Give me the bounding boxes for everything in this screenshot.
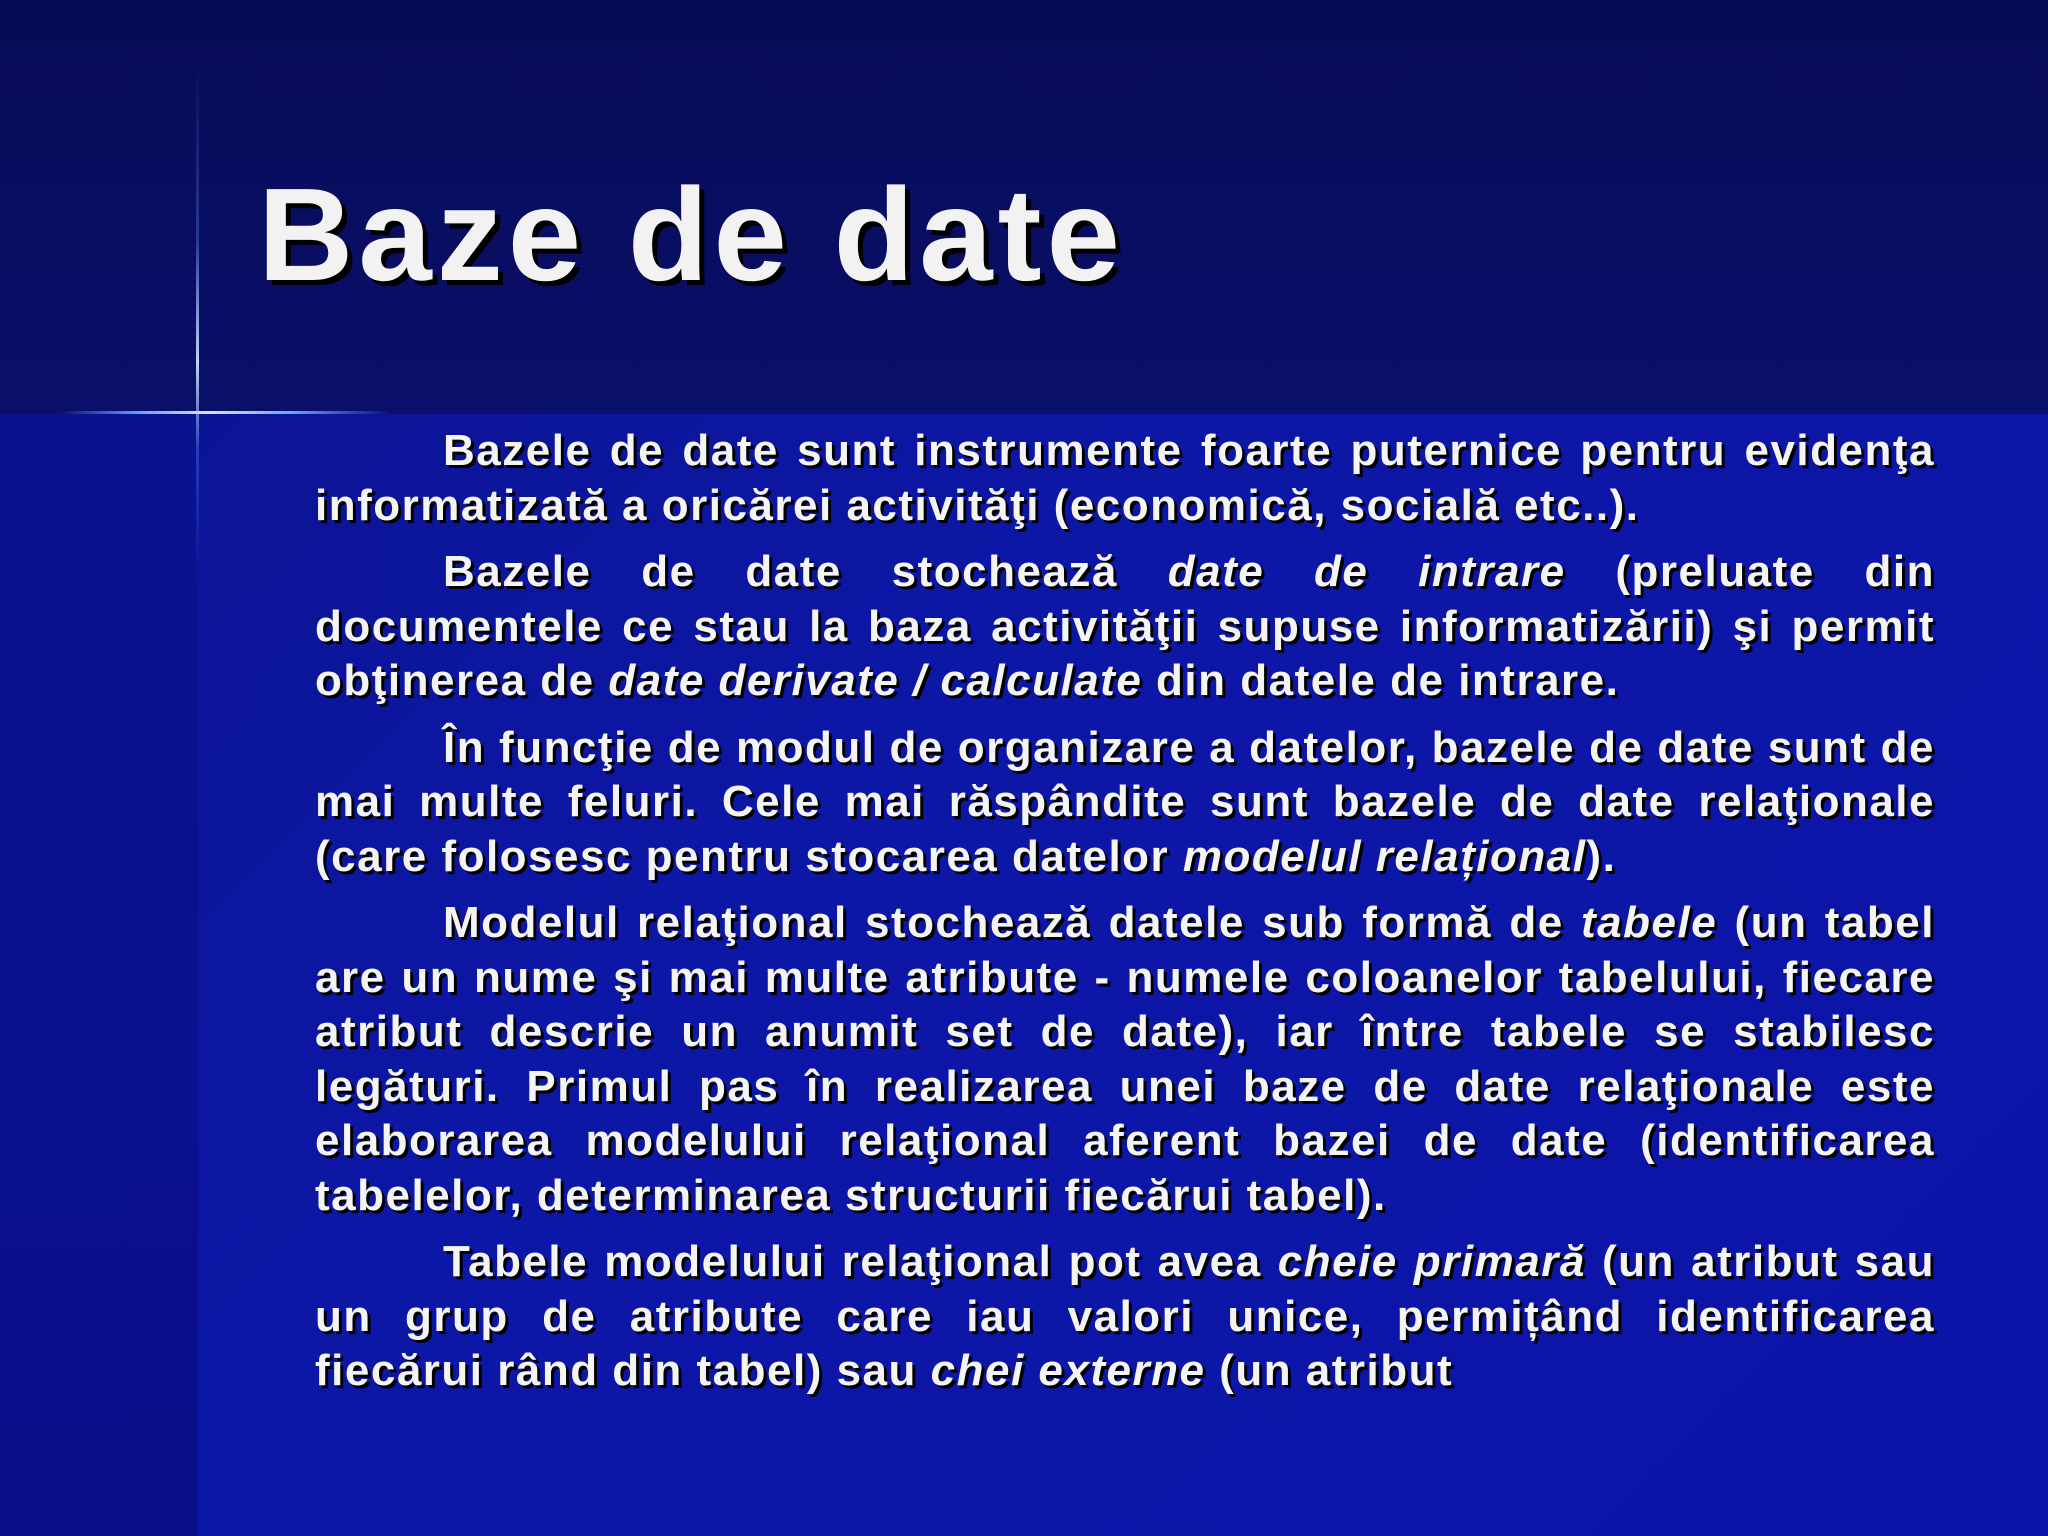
slide-title: Baze de date	[258, 161, 1125, 308]
paragraph-text: din datele de intrare.	[1142, 656, 1620, 705]
paragraph-text: Bazele de date sunt instrumente foarte puternice pentru evidenţa informatizată a oricărei activităţi (economică, socială etc..).	[315, 426, 1935, 530]
paragraph-text: (un atribut	[1205, 1346, 1454, 1395]
paragraph	[315, 721, 1935, 885]
paragraph	[315, 896, 1935, 1223]
paragraph-emphasis: date de intrare	[1167, 547, 1566, 596]
paragraph-emphasis: cheie primară	[1277, 1237, 1586, 1286]
paragraph-text: (preluate din documentele ce stau la baza activităţii supuse informatizării) şi permit obţinerea de	[315, 547, 1935, 705]
paragraph-emphasis: tabele	[1581, 898, 1718, 947]
paragraph-emphasis: chei externe	[930, 1346, 1206, 1395]
paragraph-text: ).	[1586, 831, 1617, 881]
decorative-vertical-line	[196, 60, 199, 580]
paragraph-text: (un atribut sau un grup de atribute care iau valori unice, permițând identificarea fiecărui rând din tabel) sau	[315, 1237, 1935, 1395]
left-band	[0, 414, 198, 1536]
paragraph-text: Modelul relaţional stochează datele sub formă de	[443, 898, 1582, 947]
paragraph	[315, 545, 1935, 709]
paragraph-text: Tabele modelului relaţional pot avea	[443, 1237, 1278, 1286]
paragraph-text: Bazele de date stochează	[443, 547, 1168, 596]
paragraph	[315, 1235, 1935, 1399]
paragraph-text: (un tabel are un nume şi mai multe atribute - numele coloanelor tabelului, fiecare atribut descrie un anumit set de date), iar între tabele se stabilesc legături. Primul pas în realizarea unei baze de date relaţionale este elaborarea modelului relaţional aferent bazei de date (identificarea tabelelor, determinarea structurii fiecărui tabel).	[315, 898, 1935, 1220]
paragraph-text: În funcţie de modul de organizare a datelor, bazele de date sunt de mai multe feluri. Cele mai răspândite sunt bazele de date relaţionale (care folosesc pentru stocarea datelor	[315, 722, 1935, 881]
decorative-horizontal-line	[60, 411, 390, 414]
paragraph-emphasis: date derivate / calculate	[608, 656, 1143, 705]
slide-body	[315, 424, 1935, 1411]
paragraph-emphasis: modelul relațional	[1182, 831, 1587, 881]
paragraph	[315, 424, 1935, 533]
